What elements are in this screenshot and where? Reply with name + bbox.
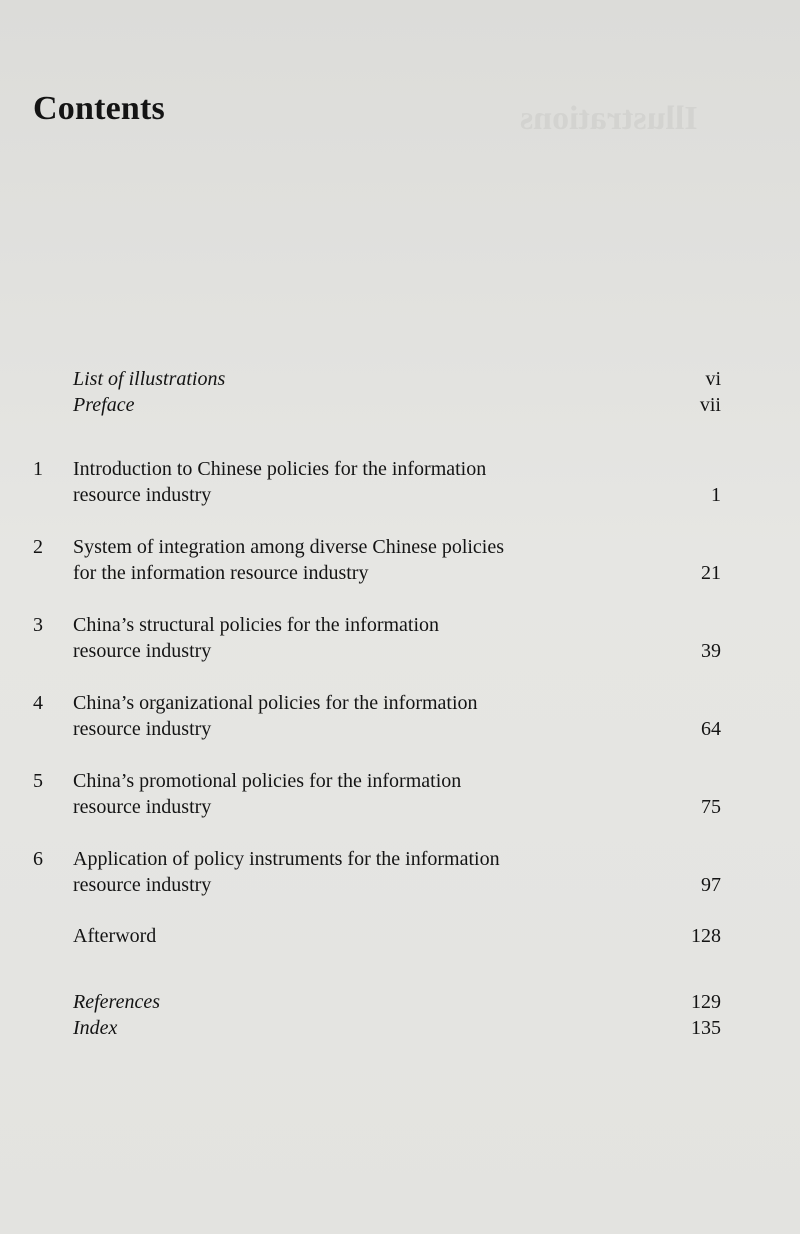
- page-title: Contents: [33, 90, 165, 127]
- bleed-through-text: Illustrations: [520, 100, 698, 137]
- chapter-title-line-2: resource industry: [73, 484, 212, 506]
- toc-entry-page: vi: [705, 368, 721, 390]
- toc-chapter-3: [33, 612, 721, 664]
- toc-chapter-4: [33, 690, 721, 742]
- chapter-number: 2: [33, 536, 43, 558]
- toc-entry-page: 135: [691, 1017, 721, 1039]
- toc-entry-list-of-illustrations: [33, 366, 721, 392]
- toc-entry-references: [33, 989, 721, 1015]
- toc-chapter-5: [33, 768, 721, 820]
- chapter-number: 4: [33, 692, 43, 714]
- toc-entry-page: 128: [691, 925, 721, 947]
- toc-entry-index: [33, 1015, 721, 1041]
- toc-entry-page: 129: [691, 991, 721, 1013]
- toc-entry-label: Index: [73, 1017, 118, 1039]
- chapter-title-line-1: Introduction to Chinese policies for the information: [73, 458, 487, 480]
- chapter-number: 6: [33, 848, 43, 870]
- chapter-title-line-1: Application of policy instruments for the information: [73, 848, 500, 870]
- toc-entry-preface: [33, 392, 721, 418]
- chapter-title-line-1: China’s organizational policies for the information: [73, 692, 478, 714]
- chapter-page: 75: [701, 796, 721, 818]
- toc-chapter-1: [33, 456, 721, 508]
- chapter-number: 1: [33, 458, 43, 480]
- chapter-title-line-2: resource industry: [73, 796, 212, 818]
- table-of-contents: [33, 366, 721, 1041]
- toc-entry-label: Preface: [73, 394, 135, 416]
- chapter-number: 5: [33, 770, 43, 792]
- toc-chapter-2: [33, 534, 721, 586]
- chapter-page: 97: [701, 874, 721, 896]
- chapter-title-line-1: System of integration among diverse Chinese policies: [73, 536, 505, 558]
- toc-entry-afterword: [33, 923, 721, 949]
- chapter-page: 21: [701, 562, 721, 584]
- toc-entry-label: List of illustrations: [73, 368, 226, 390]
- toc-chapter-6: [33, 846, 721, 898]
- chapter-number: 3: [33, 614, 43, 636]
- chapter-title-line-2: resource industry: [73, 640, 212, 662]
- chapter-title-line-2: resource industry: [73, 874, 212, 896]
- chapter-page: 1: [711, 484, 721, 506]
- toc-entry-page: vii: [699, 394, 721, 416]
- chapter-title-line-2: for the information resource industry: [73, 562, 369, 584]
- toc-entry-label: References: [73, 991, 160, 1013]
- chapter-title-line-1: China’s structural policies for the information: [73, 614, 440, 636]
- chapter-title-line-2: resource industry: [73, 718, 212, 740]
- chapter-page: 39: [701, 640, 721, 662]
- toc-entry-label: Afterword: [73, 925, 157, 947]
- chapter-title-line-1: China’s promotional policies for the information: [73, 770, 462, 792]
- chapter-page: 64: [701, 718, 721, 740]
